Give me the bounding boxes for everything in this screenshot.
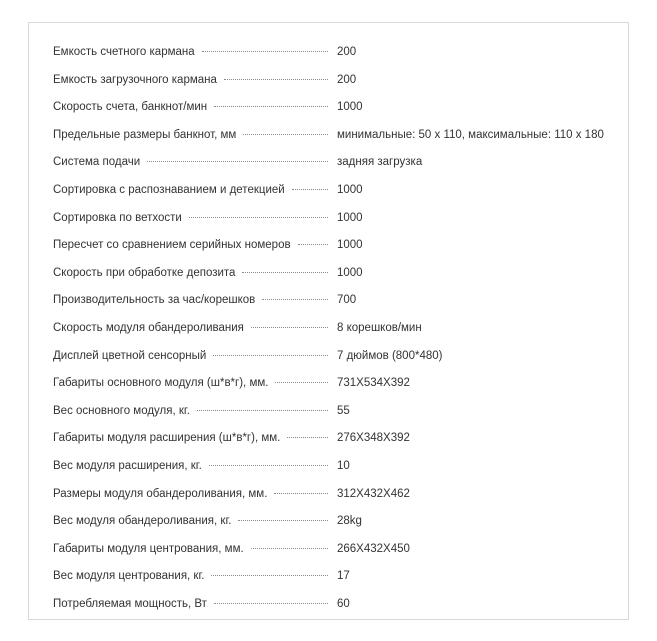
leader-dots — [197, 403, 328, 414]
spec-value: минимальные: 50 x 110, максимальные: 110 x 180 — [337, 128, 604, 141]
spec-value-cell — [335, 591, 618, 619]
spec-value-cell — [335, 149, 618, 177]
spec-value-cell — [335, 536, 618, 564]
spec-label-cell — [53, 370, 335, 398]
specifications-panel — [28, 22, 629, 620]
spec-value: 200 — [337, 46, 357, 58]
spec-label: Вес модуля обандероливания, кг. — [53, 515, 232, 528]
spec-value: 10 — [337, 459, 350, 472]
spec-row — [53, 149, 618, 177]
spec-label-cell — [53, 508, 335, 536]
leader-dots — [275, 375, 328, 386]
spec-value: задняя загрузка — [337, 156, 423, 169]
spec-label-cell — [53, 536, 335, 564]
spec-label: Габариты основного модуля (ш*в*г), мм. — [53, 377, 269, 390]
spec-label: Предельные размеры банкнот, мм — [53, 128, 237, 141]
spec-row — [53, 536, 618, 564]
spec-value-cell — [335, 205, 618, 233]
spec-row — [53, 508, 618, 536]
spec-value-cell — [335, 343, 618, 371]
spec-row — [53, 563, 618, 591]
leader-dots — [243, 127, 328, 138]
spec-label: Вес модуля расширения, кг. — [53, 459, 202, 472]
spec-label: Сортировка с распознаванием и детекцией — [53, 183, 285, 196]
spec-label-cell — [53, 481, 335, 509]
spec-row — [53, 481, 618, 509]
spec-value: 28kg — [337, 515, 362, 528]
spec-value-cell — [335, 67, 618, 95]
spec-label-cell — [53, 453, 335, 481]
spec-label: Вес основного модуля, кг. — [53, 404, 190, 417]
spec-value: 1000 — [337, 211, 363, 224]
leader-dots — [224, 72, 328, 83]
spec-value-cell — [335, 315, 618, 343]
leader-dots — [202, 44, 328, 55]
leader-dots — [292, 182, 328, 193]
spec-value-cell — [335, 287, 618, 315]
spec-label-cell — [53, 563, 335, 591]
spec-value: 731X534X392 — [337, 377, 410, 390]
spec-value-cell — [335, 39, 618, 67]
spec-row — [53, 94, 618, 122]
spec-value: 1000 — [337, 239, 363, 252]
spec-label-cell — [53, 425, 335, 453]
leader-dots — [251, 320, 328, 331]
leader-dots — [211, 568, 328, 579]
spec-label: Габариты модуля центрования, мм. — [53, 542, 244, 555]
spec-label: Скорость модуля обандероливания — [53, 321, 244, 334]
spec-label: Потребляемая мощность, Вт — [53, 597, 207, 610]
leader-dots — [251, 541, 328, 552]
spec-value-cell — [335, 453, 618, 481]
spec-label-cell — [53, 260, 335, 288]
spec-value-cell — [335, 563, 618, 591]
leader-dots — [214, 99, 328, 110]
spec-label: Емкость счетного кармана — [53, 46, 195, 58]
spec-value: 1000 — [337, 101, 363, 114]
spec-label: Скорость при обработке депозита — [53, 266, 236, 279]
spec-label: Емкость загрузочного кармана — [53, 73, 217, 86]
spec-row — [53, 370, 618, 398]
spec-value: 60 — [337, 597, 350, 610]
spec-value: 700 — [337, 294, 357, 307]
spec-row — [53, 315, 618, 343]
spec-value-cell — [335, 232, 618, 260]
spec-label-cell — [53, 177, 335, 205]
spec-value: 7 дюймов (800*480) — [337, 349, 443, 362]
spec-value: 266X432X450 — [337, 542, 410, 555]
spec-value: 312X432X462 — [337, 487, 410, 500]
spec-row — [53, 453, 618, 481]
spec-label: Сортировка по ветхости — [53, 211, 182, 224]
spec-value: 17 — [337, 570, 350, 583]
spec-value: 8 корешков/мин — [337, 321, 422, 334]
spec-label: Размеры модуля обандероливания, мм. — [53, 487, 268, 500]
spec-row — [53, 591, 618, 619]
spec-label-cell — [53, 149, 335, 177]
spec-value-cell — [335, 94, 618, 122]
spec-label-cell — [53, 343, 335, 371]
spec-label-cell — [53, 398, 335, 426]
spec-label-cell — [53, 39, 335, 67]
leader-dots — [147, 154, 328, 165]
spec-value-cell — [335, 177, 618, 205]
spec-label-cell — [53, 122, 335, 150]
spec-value-cell — [335, 122, 618, 150]
spec-row — [53, 398, 618, 426]
spec-label: Вес модуля центрования, кг. — [53, 570, 205, 583]
leader-dots — [238, 513, 328, 524]
spec-label: Система подачи — [53, 156, 141, 169]
spec-value: 200 — [337, 73, 357, 86]
leader-dots — [287, 430, 328, 441]
spec-label-cell — [53, 94, 335, 122]
spec-value-cell — [335, 370, 618, 398]
spec-row — [53, 122, 618, 150]
spec-value-cell — [335, 425, 618, 453]
spec-row — [53, 205, 618, 233]
spec-row — [53, 260, 618, 288]
spec-value: 1000 — [337, 266, 363, 279]
spec-label: Габариты модуля расширения (ш*в*г), мм. — [53, 432, 281, 445]
spec-label-cell — [53, 205, 335, 233]
spec-row — [53, 287, 618, 315]
spec-row — [53, 232, 618, 260]
leader-dots — [209, 458, 328, 469]
spec-label-cell — [53, 591, 335, 619]
leader-dots — [213, 348, 328, 359]
spec-label-cell — [53, 287, 335, 315]
spec-value-cell — [335, 398, 618, 426]
spec-label: Производительность за час/корешков — [53, 294, 256, 307]
spec-value: 276X348X392 — [337, 432, 410, 445]
spec-value-cell — [335, 508, 618, 536]
leader-dots — [242, 265, 328, 276]
spec-value-cell — [335, 481, 618, 509]
spec-row — [53, 39, 618, 67]
spec-row — [53, 343, 618, 371]
leader-dots — [189, 210, 328, 221]
spec-value: 55 — [337, 404, 350, 417]
spec-label: Пересчет со сравнением серийных номеров — [53, 239, 291, 252]
spec-value-cell — [335, 260, 618, 288]
spec-label-cell — [53, 67, 335, 95]
spec-row — [53, 177, 618, 205]
leader-dots — [298, 237, 328, 248]
spec-label: Дисплей цветной сенсорный — [53, 349, 207, 362]
spec-label-cell — [53, 232, 335, 260]
specifications-list — [53, 39, 618, 618]
leader-dots — [274, 486, 328, 497]
spec-label-cell — [53, 315, 335, 343]
spec-label: Скорость счета, банкнот/мин — [53, 101, 208, 114]
leader-dots — [214, 596, 328, 607]
spec-row — [53, 425, 618, 453]
leader-dots — [262, 292, 328, 303]
spec-value: 1000 — [337, 183, 363, 196]
spec-row — [53, 67, 618, 95]
